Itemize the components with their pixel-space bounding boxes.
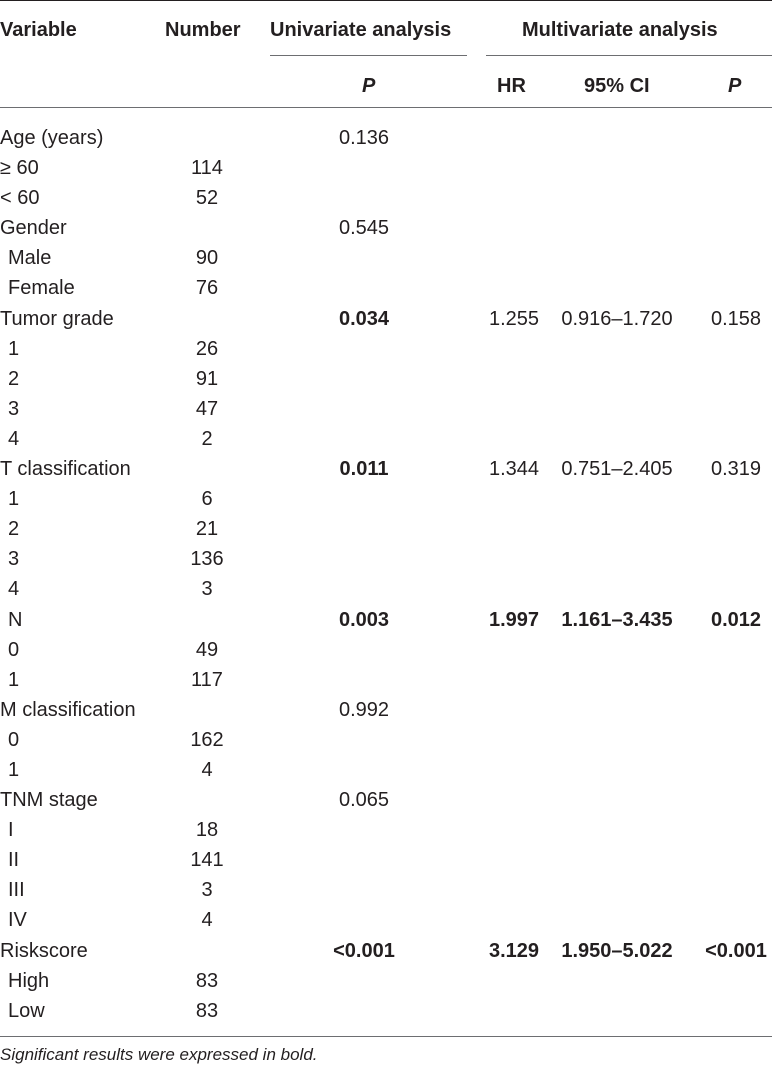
cell-p-univariate: 0.011 [339, 458, 389, 481]
cell-variable: High [8, 969, 50, 992]
cell-variable: 3 [8, 397, 20, 420]
cell-variable: II [8, 849, 20, 872]
cell-number: 26 [195, 337, 219, 360]
cell-number: 91 [195, 367, 219, 390]
table-row [0, 815, 772, 845]
cell-number: 2 [201, 427, 213, 450]
header-number: Number [165, 19, 241, 41]
cell-variable: 4 [8, 578, 20, 601]
table-row [0, 424, 772, 454]
cell-ci: 0.751–2.405 [561, 458, 673, 481]
table-row [0, 243, 772, 273]
cell-variable: I [8, 819, 14, 842]
table-row [0, 845, 772, 875]
cell-variable: Tumor grade [0, 307, 114, 330]
cell-variable: TNM stage [0, 789, 98, 812]
table-row [0, 905, 772, 935]
cell-hr: 3.129 [488, 939, 540, 962]
header-p-univariate: P [362, 75, 376, 97]
cell-hr: 1.997 [488, 608, 540, 631]
cell-ci: 0.916–1.720 [561, 307, 673, 330]
cell-number: 141 [190, 849, 224, 872]
header-rule [0, 107, 772, 108]
cell-ci: 1.950–5.022 [561, 939, 673, 962]
cell-variable: 2 [8, 367, 20, 390]
cell-p-univariate: 0.992 [338, 698, 390, 721]
table-row [0, 484, 772, 514]
table-row [0, 996, 772, 1026]
cell-variable: 1 [8, 337, 20, 360]
cell-p-univariate: 0.003 [338, 608, 390, 631]
table-row [0, 304, 772, 334]
cell-number: 52 [195, 187, 219, 210]
cell-number: 76 [195, 277, 219, 300]
table-row [0, 514, 772, 544]
cell-p-multivariate: 0.319 [710, 458, 762, 481]
cell-variable: ≥ 60 [0, 157, 39, 180]
cell-variable: Female [8, 277, 75, 300]
table-row [0, 213, 772, 243]
top-rule [0, 0, 772, 1]
cell-p-univariate: 0.034 [338, 307, 390, 330]
cell-variable: 0 [8, 728, 20, 751]
cell-variable: M classification [0, 698, 136, 721]
cell-variable: Low [8, 999, 45, 1022]
cell-number: 47 [195, 397, 219, 420]
footnote: Significant results were expressed in bold. [0, 1045, 318, 1064]
cell-hr: 1.344 [488, 458, 540, 481]
table-row [0, 725, 772, 755]
table-row [0, 454, 772, 484]
header-ci: 95% CI [584, 75, 650, 97]
table-row [0, 665, 772, 695]
cell-number: 3 [201, 578, 213, 601]
cell-p-univariate: 0.136 [338, 127, 390, 149]
table-row [0, 123, 772, 153]
cell-hr: 1.255 [488, 307, 540, 330]
table-row [0, 574, 772, 604]
cell-variable: 2 [8, 518, 20, 541]
cell-variable: Riskscore [0, 939, 88, 962]
table-row [0, 334, 772, 364]
header-hr: HR [497, 75, 526, 97]
cell-number: 4 [201, 758, 213, 781]
cell-variable: IV [8, 909, 27, 932]
cell-number: 18 [195, 819, 219, 842]
header-p-multivariate: P [728, 75, 742, 97]
cell-variable: 0 [8, 638, 20, 661]
cell-p-univariate: <0.001 [333, 939, 395, 962]
cell-variable: 1 [8, 668, 20, 691]
cell-variable: 4 [8, 427, 20, 450]
table-row [0, 966, 772, 996]
cell-variable: N [8, 608, 23, 631]
cell-variable: T classification [0, 458, 131, 481]
header-variable: Variable [0, 19, 77, 41]
cell-p-multivariate: 0.012 [710, 608, 762, 631]
cell-number: 21 [195, 518, 219, 541]
cell-number: 3 [201, 879, 213, 902]
table-row [0, 544, 772, 574]
table-row [0, 755, 772, 785]
multivariate-rule [486, 55, 772, 56]
cell-number: 4 [201, 909, 213, 932]
cell-p-univariate: 0.545 [338, 217, 390, 240]
cell-p-multivariate: 0.158 [710, 307, 762, 330]
cell-p-univariate: 0.065 [338, 789, 390, 812]
table-row [0, 364, 772, 394]
cell-variable: 1 [8, 758, 20, 781]
bottom-rule [0, 1036, 772, 1037]
cell-variable: III [8, 879, 25, 902]
header-multivariate: Multivariate analysis [522, 19, 718, 41]
table-row [0, 695, 772, 725]
cell-number: 83 [195, 969, 219, 992]
cell-variable: 1 [8, 488, 20, 511]
table-row [0, 936, 772, 966]
table-row [0, 605, 772, 635]
cell-number: 136 [190, 548, 224, 571]
cell-number: 49 [195, 638, 219, 661]
cell-variable: Age (years) [0, 127, 104, 149]
cell-p-multivariate: <0.001 [705, 939, 767, 962]
table-row [0, 635, 772, 665]
table-row [0, 394, 772, 424]
cell-variable: Male [8, 247, 52, 270]
table-row [0, 153, 772, 183]
cell-ci: 1.161–3.435 [561, 608, 673, 631]
header-univariate: Univariate analysis [270, 19, 452, 41]
table-body [0, 123, 772, 1026]
univariate-rule [270, 55, 467, 56]
table-row [0, 785, 772, 815]
cell-number: 6 [201, 488, 213, 511]
cell-variable: Gender [0, 217, 67, 240]
cell-number: 114 [191, 157, 223, 180]
table-row [0, 183, 772, 213]
cell-number: 117 [191, 668, 223, 691]
cell-number: 162 [190, 728, 224, 751]
cell-number: 83 [195, 999, 219, 1022]
table-row [0, 273, 772, 303]
table-row [0, 875, 772, 905]
cell-variable: 3 [8, 548, 20, 571]
cell-variable: < 60 [0, 187, 40, 210]
cell-number: 90 [195, 247, 219, 270]
